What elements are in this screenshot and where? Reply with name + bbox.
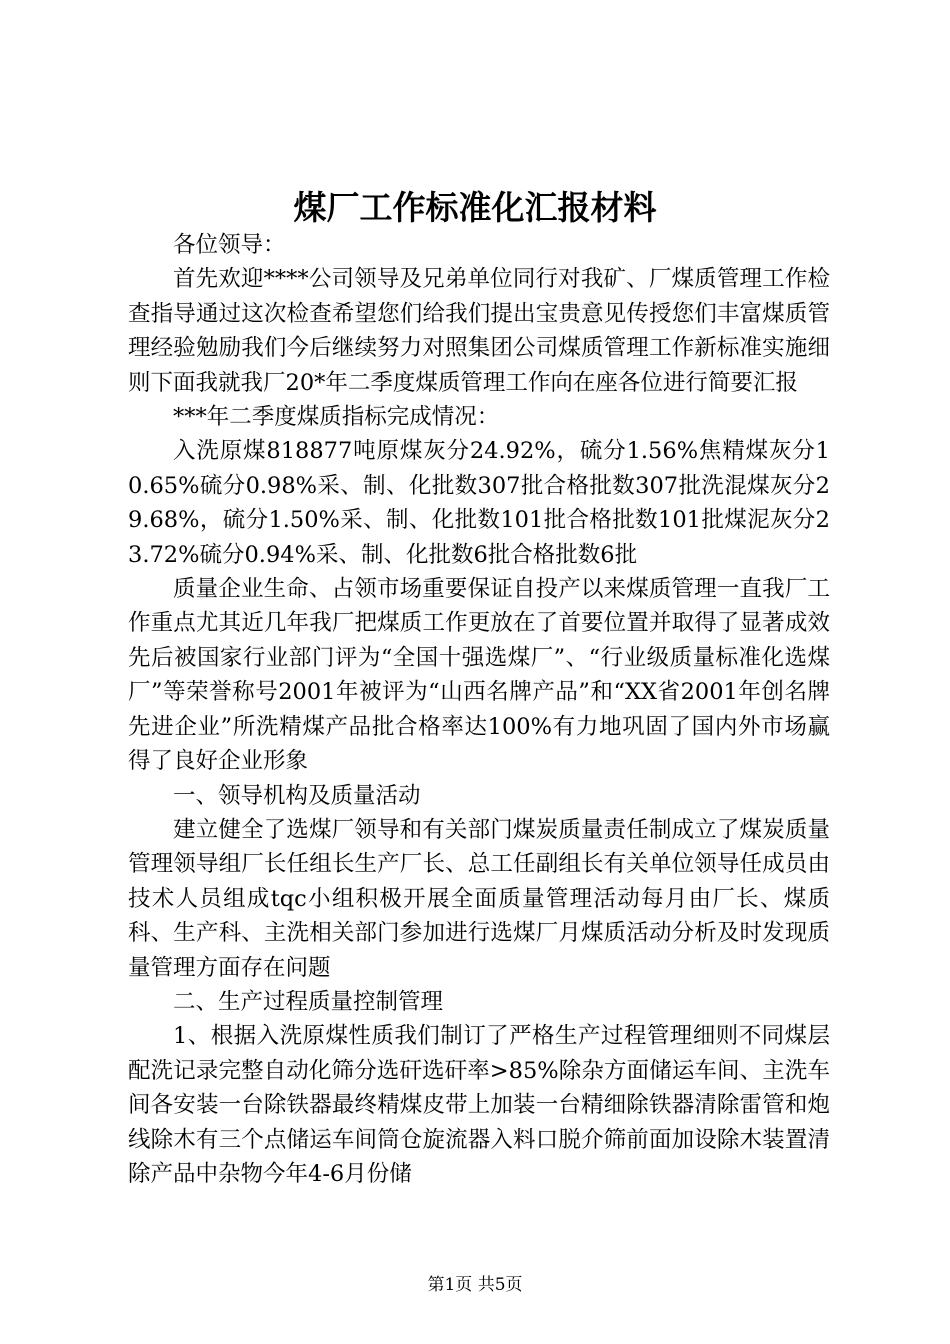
welcome-paragraph: 首先欢迎****公司领导及兄弟单位同行对我矿、厂煤质管理工作检查指导通过这次检查希望您们给我们提出宝贵意见传授您们丰富煤质管理经验勉励我们今后继续努力对照集团公司煤质管理工作新标准实施细则下面我就我厂20*年二季度煤质管理工作向在座各位进行简要汇报 xyxy=(128,266,830,396)
page-footer: 第1页 共5页 xyxy=(427,1275,523,1295)
production-paragraph: 1、根据入洗原煤性质我们制订了严格生产过程管理细则不同煤层配洗记录完整自动化筛分选矸选矸率>85%除杂方面储运车间、主洗车间各安装一台除铁器最终精煤皮带上加装一台精细除铁器清除雷管和炮线除木有三个点储运车间筒仓旋流器入料口脱介筛前面加设除木装置清除产品中杂物今年4-6月份储 xyxy=(128,1023,830,1187)
quality-paragraph: 质量企业生命、占领市场重要保证自投产以来煤质管理一直我厂工作重点尤其近几年我厂把煤质工作更放在了首要位置并取得了显著成效先后被国家行业部门评为“全国十强选煤厂”、“行业级质量标准化选煤厂”等荣誉称号2001年被评为“山西名牌产品”和“XX省2001年创名牌先进企业”所洗精煤产品批合格率达100%有力地巩固了国内外市场赢得了良好企业形象 xyxy=(128,576,830,775)
section-heading-leadership: 一、领导机构及质量活动 xyxy=(173,782,421,809)
document-title: 煤厂工作标准化汇报材料 xyxy=(293,188,657,227)
indicator-paragraph: 入洗原煤818877吨原煤灰分24.92%，硫分1.56%焦精煤灰分10.65%硫分0.98%采、制、化批数307批合格批数307批洗混煤灰分29.68%，硫分1.50%采、制、化批数101批合格批数101批煤泥灰分23.72%硫分0.94%采、制、化批数6批合格批数6批 xyxy=(128,438,830,568)
salutation-paragraph: 各位领导： xyxy=(173,232,286,258)
section-heading-production: 二、生产过程质量控制管理 xyxy=(173,988,444,1015)
indicator-heading: ***年二季度煤质指标完成情况： xyxy=(173,404,500,431)
leadership-paragraph: 建立健全了选煤厂领导和有关部门煤炭质量责任制成立了煤炭质量管理领导组厂长任组长生产厂长、总工任副组长有关单位领导任成员由技术人员组成tqc小组积极开展全面质量管理活动每月由厂长、煤质科、生产科、主洗相关部门参加进行选煤厂月煤质活动分析及时发现质量管理方面存在问题 xyxy=(128,816,830,981)
document-body xyxy=(128,228,830,1191)
